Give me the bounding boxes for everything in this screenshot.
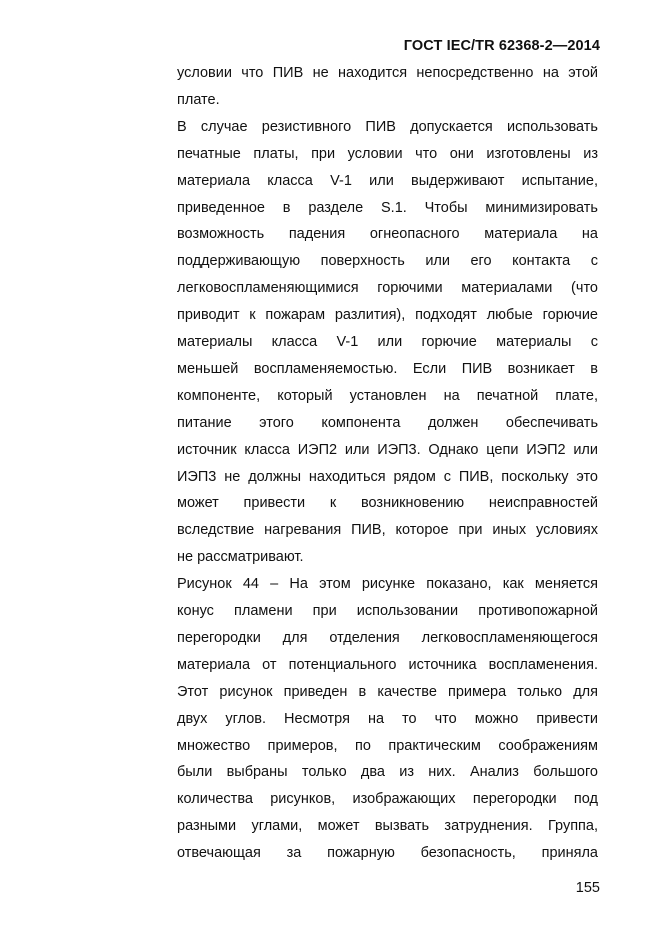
text-line: возможность падения огнеопасного материала на [177,226,598,243]
text-line: множество примеров, по практическим соображениям [177,737,598,754]
text-line: поддерживающую поверхность или его контакта с [177,253,598,270]
text-line: конус пламени при использовании противопожарной [177,603,598,619]
text-line: ИЭП3 не должны находиться рядом с ПИВ, поскольку это [177,468,598,485]
text-line: количества рисунков, изображающих перегородки под [177,791,598,808]
text-line: перегородки для отделения легковоспламеняющегося [177,629,598,646]
text-line: компоненте, который установлен на печатной плате, [177,387,598,404]
text-line: условии что ПИВ не находится непосредственно на этой [177,65,598,81]
text-line: меньшей воспламеняемостью. Если ПИВ возникает в [177,360,598,377]
text-line: материала от потенциального источника воспламенения. [177,656,598,673]
document-header: ГОСТ IEC/TR 62368-2—2014 [403,38,600,54]
text-line: плате. [177,91,220,108]
text-line: разными углами, может вызвать затруднения. Группа, [177,818,598,835]
text-line: вследствие нагревания ПИВ, которое при иных условиях [177,522,598,539]
text-line: печатные платы, при условии что они изготовлены из [177,145,598,162]
page-number: 155 [575,880,600,896]
text-line: Рисунок 44 – На этом рисунке показано, как меняется [177,576,598,593]
text-line: приведенное в разделе S.1. Чтобы минимизировать [177,199,598,216]
text-line: легковоспламеняющимися горючими материалами (что [177,280,598,297]
text-line: В случае резистивного ПИВ допускается использовать [177,118,598,135]
text-line: Этот рисунок приведен в качестве примера только для [177,683,598,700]
text-line: приводит к пожарам разлития), подходят любые горючие [177,307,598,324]
text-line: может привести к возникновению неисправностей [177,495,598,512]
text-line: материалы класса V-1 или горючие материалы с [177,334,598,350]
text-line: двух углов. Несмотря на то что можно привести [177,710,598,727]
text-line: питание этого компонента должен обеспечивать [177,414,598,431]
text-line: не рассматривают. [177,549,304,566]
text-line: были выбраны только два из них. Анализ большого [177,764,598,781]
text-line: источник класса ИЭП2 или ИЭП3. Однако цепи ИЭП2 или [177,441,598,458]
text-line: отвечающая за пожарную безопасность, приняла [177,845,598,862]
text-line: материала класса V-1 или выдерживают испытание, [177,172,598,189]
